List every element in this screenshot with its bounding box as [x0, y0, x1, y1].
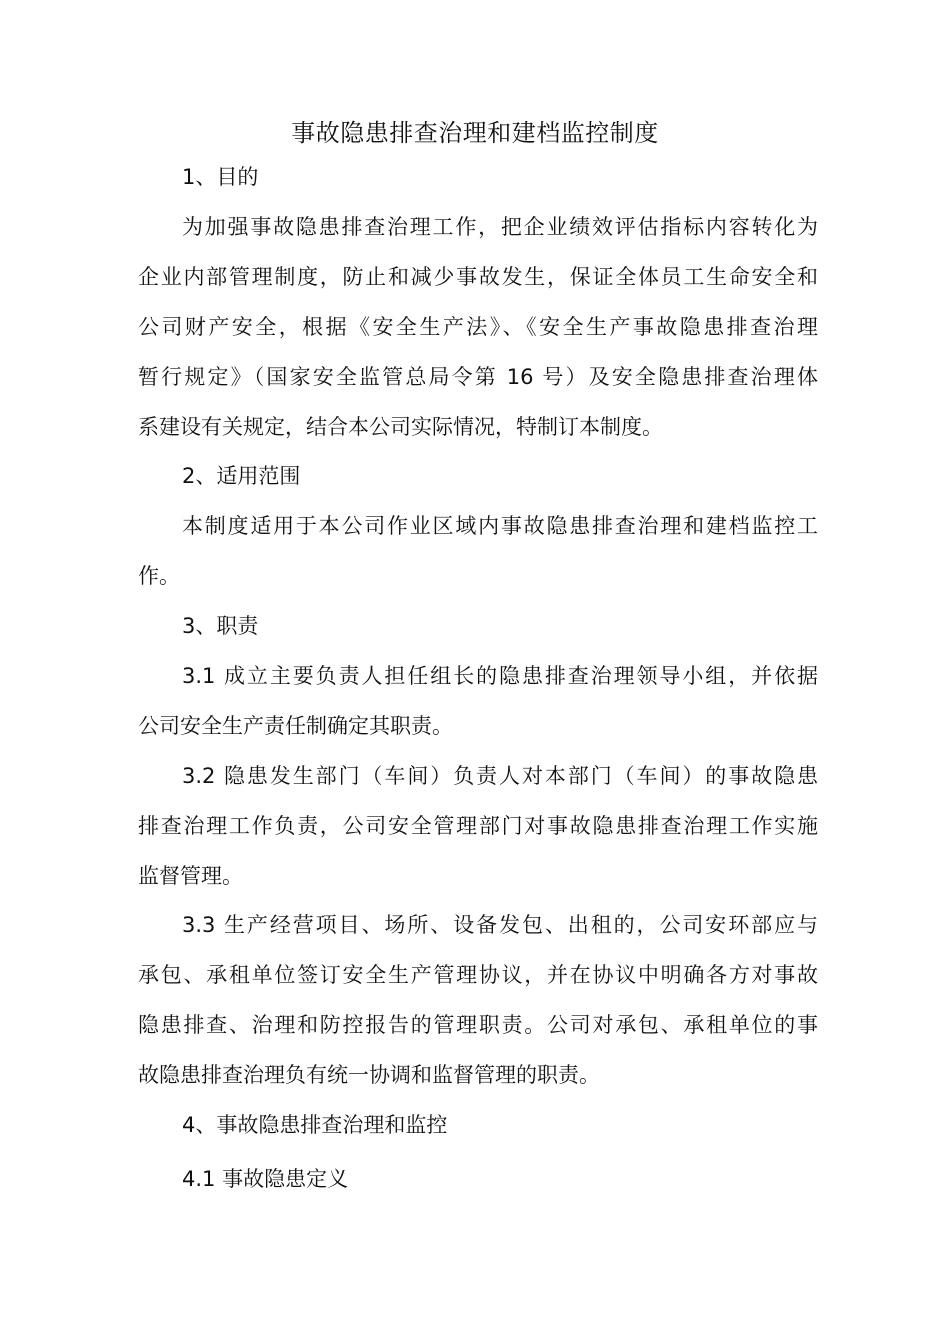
section-heading-responsibilities: 3、职责 — [182, 614, 259, 638]
paragraph-line: 3.2 隐患发生部门（车间）负责人对本部门（车间）的事故隐患 — [182, 764, 818, 788]
paragraph-line: 系建设有关规定，结合本公司实际情况，特制订本制度。 — [138, 415, 663, 439]
section-heading-investigation: 4、事故隐患排查治理和监控 — [182, 1113, 448, 1137]
paragraph-line: 公司财产安全，根据《安全生产法》、《安全生产事故隐患排查治理 — [138, 315, 818, 339]
paragraph-line: 作。 — [138, 564, 180, 588]
paragraph-line: 公司安全生产责任制确定其职责。 — [138, 714, 453, 738]
paragraph-line: 3.1 成立主要负责人担任组长的隐患排查治理领导小组，并依据 — [182, 664, 818, 688]
section-heading-scope: 2、适用范围 — [182, 464, 301, 488]
paragraph-line: 监督管理。 — [138, 864, 243, 888]
paragraph-line: 企业内部管理制度，防止和减少事故发生，保证全体员工生命安全和 — [138, 265, 818, 289]
paragraph-line: 暂行规定》（国家安全监管总局令第 16 号）及安全隐患排查治理体 — [138, 365, 818, 389]
subsection-heading-definition: 4.1 事故隐患定义 — [182, 1167, 349, 1191]
document-title: 事故隐患排查治理和建档监控制度 — [291, 119, 659, 147]
paragraph-line: 为加强事故隐患排查治理工作，把企业绩效评估指标内容转化为 — [182, 215, 818, 239]
paragraph-line: 故隐患排查治理负有统一协调和监督管理的职责。 — [138, 1063, 600, 1087]
paragraph-line: 排查治理工作负责，公司安全管理部门对事故隐患排查治理工作实施 — [138, 814, 818, 838]
paragraph-line: 承包、承租单位签订安全生产管理协议，并在协议中明确各方对事故 — [138, 963, 818, 987]
paragraph-line: 3.3 生产经营项目、场所、设备发包、出租的，公司安环部应与 — [182, 913, 818, 937]
paragraph-line: 隐患排查、治理和防控报告的管理职责。公司对承包、承租单位的事 — [138, 1013, 818, 1037]
section-heading-purpose: 1、目的 — [182, 165, 259, 189]
paragraph-line: 本制度适用于本公司作业区域内事故隐患排查治理和建档监控工 — [182, 514, 818, 538]
